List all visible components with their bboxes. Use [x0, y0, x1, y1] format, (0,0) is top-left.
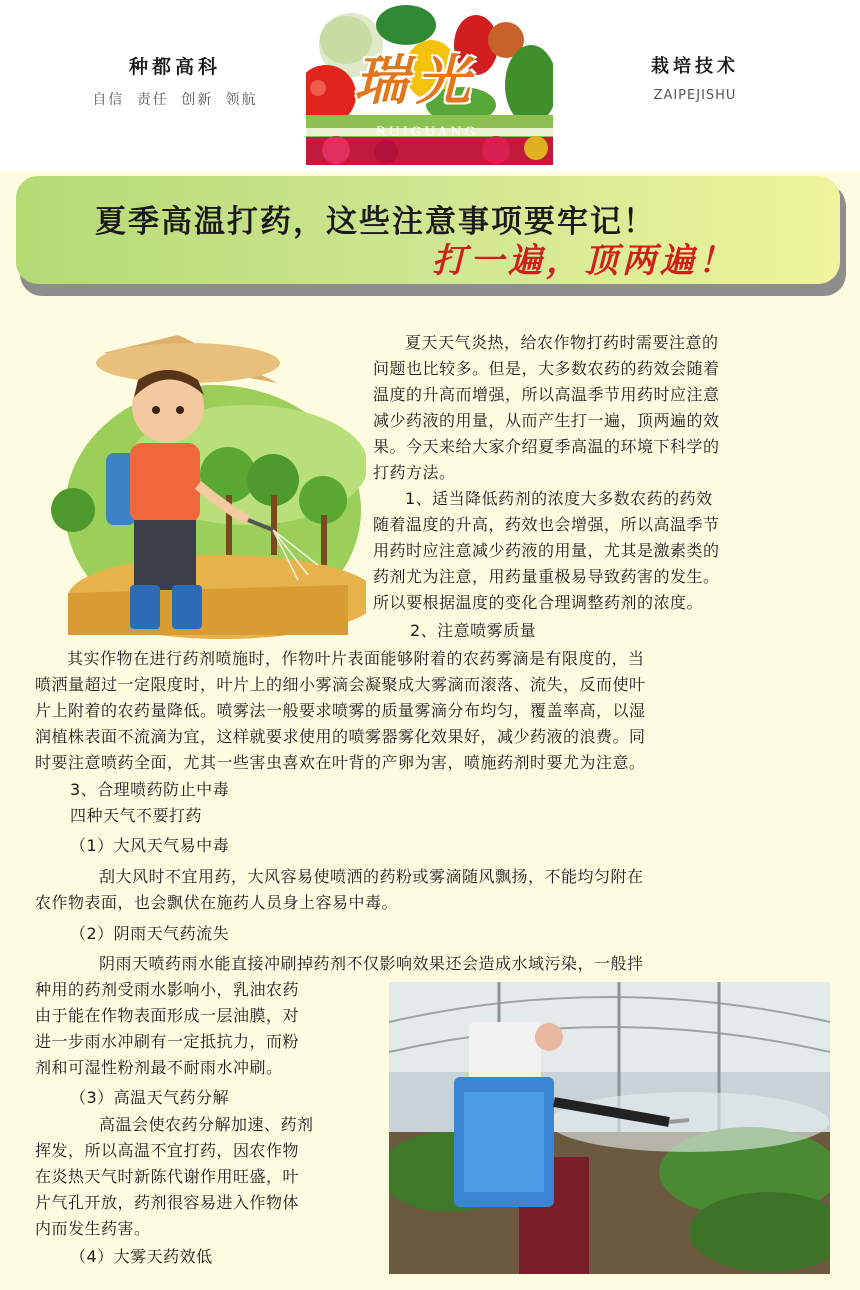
intro-line: 打药方法。 — [373, 463, 456, 482]
right-brand-name: 栽培技术 — [651, 56, 739, 77]
w3-line: 片气孔开放，药剂很容易进入作物体 — [35, 1193, 300, 1212]
section-1 — [373, 486, 833, 616]
sec1-line: 用药时应注意减少药液的用量，尤其是激素类的 — [373, 541, 720, 560]
sec1-line: 所以要根据温度的变化合理调整药剂的浓度。 — [373, 593, 704, 612]
section-3-heading: 3、合理喷药防止中毒 — [70, 780, 230, 799]
w1-line: 刮大风时不宜用药，大风容易使喷洒的药粉或雾滴随风飘扬，不能均匀附在 — [99, 867, 644, 886]
farmer-spraying-illustration — [48, 335, 366, 643]
sec2-line: 其实作物在进行药剂喷施时，作物叶片表面能够附着的农药雾滴是有限度的，当 — [67, 649, 645, 668]
sec1-line: 药剂尤为注意，用药量重极易导致药害的发生。 — [373, 567, 720, 586]
w2-line: 进一步雨水冲刷有一定抵抗力，而粉 — [35, 1032, 300, 1051]
section-2-heading: 2、注意喷雾质量 — [410, 621, 537, 640]
weather-1-text — [35, 864, 835, 916]
greenhouse-spraying-photo — [389, 982, 830, 1274]
right-brand-pinyin: ZAIPEJISHU — [653, 88, 737, 103]
sec2-line: 润植株表面不流滴为宜，这样就要求使用的喷雾器雾化效果好，减少药液的浪费。同 — [35, 727, 646, 746]
intro-line: 果。今天来给大家介绍夏季高温的环境下科学的 — [373, 437, 720, 456]
sec1-line: 随着温度的升高，药效也会增强，所以高温季节 — [373, 515, 720, 534]
intro-line: 夏天天气炎热，给农作物打药时需要注意的 — [405, 333, 719, 352]
page-title: 夏季高温打药，这些注意事项要牢记！ — [95, 204, 656, 240]
farmer-icon — [48, 335, 366, 643]
weather-2-heading: （2）阴雨天气药流失 — [70, 924, 230, 943]
section-2 — [35, 646, 835, 776]
w2-line: 阴雨天喷药雨水能直接冲刷掉药剂不仅影响效果还会造成水域污染，一般拌 — [99, 954, 644, 973]
sec1-line: 1、适当降低药剂的浓度大多数农药的药效 — [405, 489, 713, 508]
sec2-line: 片上附着的农药量降低。喷雾法一般要求喷雾的质量雾滴分布均匀，覆盖率高，以湿 — [35, 701, 646, 720]
w3-line: 在炎热天气时新陈代谢作用旺盛，叶 — [35, 1167, 300, 1186]
left-brand-name: 种都高科 — [128, 56, 221, 78]
intro-paragraph-cont — [373, 356, 833, 486]
w3-line: 高温会使农药分解加速、药剂 — [99, 1115, 314, 1134]
logo-text: 瑞光 — [354, 48, 478, 112]
sec2-line: 喷洒量超过一定限度时，叶片上的细小雾滴会凝聚成大雾滴而滚落、流失，反而使叶 — [35, 675, 646, 694]
right-brand — [610, 52, 780, 103]
sprayer-photo-icon — [389, 982, 830, 1274]
w2-line: 剂和可湿性粉剂最不耐雨水冲刷。 — [35, 1058, 283, 1077]
intro-line: 问题也比较多。但是，大多数农药的药效会随着 — [373, 359, 720, 378]
intro-line: 温度的升高而增强，所以高温季节用药时应注意 — [373, 385, 720, 404]
weather-4-heading: （4）大雾天药效低 — [70, 1247, 213, 1266]
weather-1-heading: （1）大风天气易中毒 — [70, 836, 230, 855]
logo-subtext: RUIGUANG — [376, 125, 478, 140]
w3-line: 内而发生药害。 — [35, 1219, 151, 1238]
page-subtitle: 打一遍，顶两遍！ — [432, 241, 736, 281]
intro-line: 减少药液的用量，从而产生打一遍，顶两遍的效 — [373, 411, 720, 430]
w2-line: 由于能在作物表面形成一层油膜，对 — [35, 1006, 300, 1025]
w3-line: 挥发，所以高温不宜打药，因农作物 — [35, 1141, 300, 1160]
intro-paragraph — [373, 330, 833, 356]
w2-line: 种用的药剂受雨水影响小，乳油农药 — [35, 980, 300, 999]
left-brand-slogan: 自信 责任 创新 领航 — [92, 92, 258, 108]
weather-3-heading: （3）高温天气药分解 — [70, 1088, 230, 1107]
weather-3-text — [35, 1112, 385, 1242]
sec2-line: 时要注意喷药全面，尤其一些害虫喜欢在叶背的产卵为害，喷施药剂时要尤为注意。 — [35, 753, 646, 772]
ruiguang-logo — [306, 0, 553, 165]
left-brand — [80, 52, 270, 109]
w1-line: 农作物表面，也会飘伏在施药人员身上容易中毒。 — [35, 893, 399, 912]
section-3-subheading: 四种天气不要打药 — [70, 806, 203, 825]
